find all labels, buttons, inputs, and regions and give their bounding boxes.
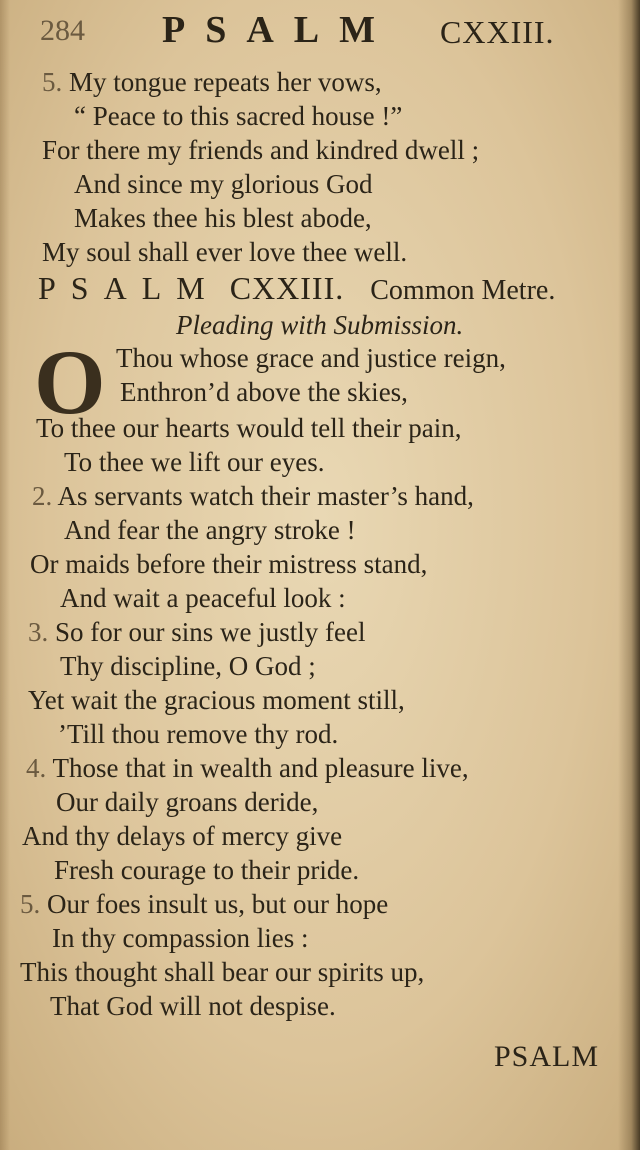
verse-line — [74, 100, 402, 132]
verse-line — [26, 752, 469, 784]
verse-line — [64, 446, 325, 478]
psalm-label: PSALM — [38, 270, 220, 306]
verse-text: As servants watch their master’s hand, — [57, 481, 474, 511]
page-header — [0, 8, 640, 58]
verse-text: Enthron’d above the skies, — [120, 377, 408, 407]
verse-text: Fresh courage to their pride. — [54, 855, 360, 885]
verse-text: “ Peace to this sacred house !” — [74, 101, 403, 131]
verse-text: My tongue repeats her vows, — [69, 67, 382, 97]
verse-number: 2. — [32, 481, 53, 511]
verse-line — [42, 134, 479, 166]
verse-number: 5. — [42, 67, 63, 97]
verse-text: This thought shall bear our spirits up, — [20, 957, 425, 987]
running-head: PSALM — [162, 9, 395, 51]
verse-line — [74, 168, 372, 200]
verse-line — [20, 888, 388, 920]
psalm-metre: Common Metre. — [370, 275, 556, 306]
catchword: PSALM — [494, 1040, 600, 1073]
verse-text: And fear the angry stroke ! — [64, 515, 356, 545]
drop-cap: O — [34, 331, 106, 433]
verse-line — [116, 342, 506, 374]
verse-text: Thy discipline, O God ; — [60, 651, 316, 681]
verse-text: That God will not despise. — [50, 991, 336, 1021]
verse-line — [36, 412, 462, 444]
verse-text: Makes thee his blest abode, — [74, 203, 372, 233]
verse-line — [42, 236, 407, 268]
verse-line — [30, 548, 427, 580]
verse-text: To thee we lift our eyes. — [64, 447, 325, 477]
verse-text: And thy delays of mercy give — [22, 821, 343, 851]
verse-text: To thee our hearts would tell their pain, — [36, 413, 462, 443]
verse-line — [42, 66, 382, 98]
verse-line — [32, 480, 474, 512]
psalm-title — [38, 270, 555, 307]
verse-text: Our daily groans deride, — [56, 787, 319, 817]
page-binding-edge — [618, 0, 640, 1150]
verse-line — [120, 376, 408, 408]
verse-line — [64, 514, 356, 546]
verse-text: In thy compassion lies : — [52, 923, 309, 953]
verse-text: Those that in wealth and pleasure live, — [52, 753, 469, 783]
verse-line — [60, 650, 316, 682]
verse-text: My soul shall ever love thee well. — [42, 237, 408, 267]
verse-line — [58, 718, 338, 750]
verse-line — [52, 922, 308, 954]
verse-number: 4. — [26, 753, 47, 783]
verse-line — [60, 582, 346, 614]
verse-line — [74, 202, 372, 234]
running-head-number: CXXIII. — [440, 14, 555, 50]
verse-number: 5. — [20, 889, 41, 919]
verse-text: Our foes insult us, but our hope — [47, 889, 389, 919]
verse-text: So for our sins we justly feel — [55, 617, 366, 647]
verse-line — [22, 820, 342, 852]
page-left-edge — [0, 0, 10, 1150]
verse-text: And since my glorious God — [74, 169, 373, 199]
verse-line — [54, 854, 359, 886]
verse-line — [28, 684, 405, 716]
page-number: 284 — [40, 14, 85, 47]
verse-line — [20, 956, 424, 988]
verse-text: For there my friends and kindred dwell ; — [42, 135, 480, 165]
verse-text: And wait a peaceful look : — [60, 583, 346, 613]
verse-text: ’Till thou remove thy rod. — [58, 719, 339, 749]
verse-line — [56, 786, 318, 818]
psalm-subtitle: Pleading with Submission. — [176, 310, 464, 340]
verse-line — [50, 990, 336, 1022]
verse-line — [28, 616, 365, 648]
verse-number: 3. — [28, 617, 49, 647]
verse-text: Or maids before their mistress stand, — [30, 549, 428, 579]
verse-text: Thou whose grace and justice reign, — [116, 343, 506, 373]
psalm-number: CXXIII. — [229, 270, 345, 306]
verse-text: Yet wait the gracious moment still, — [28, 685, 405, 715]
